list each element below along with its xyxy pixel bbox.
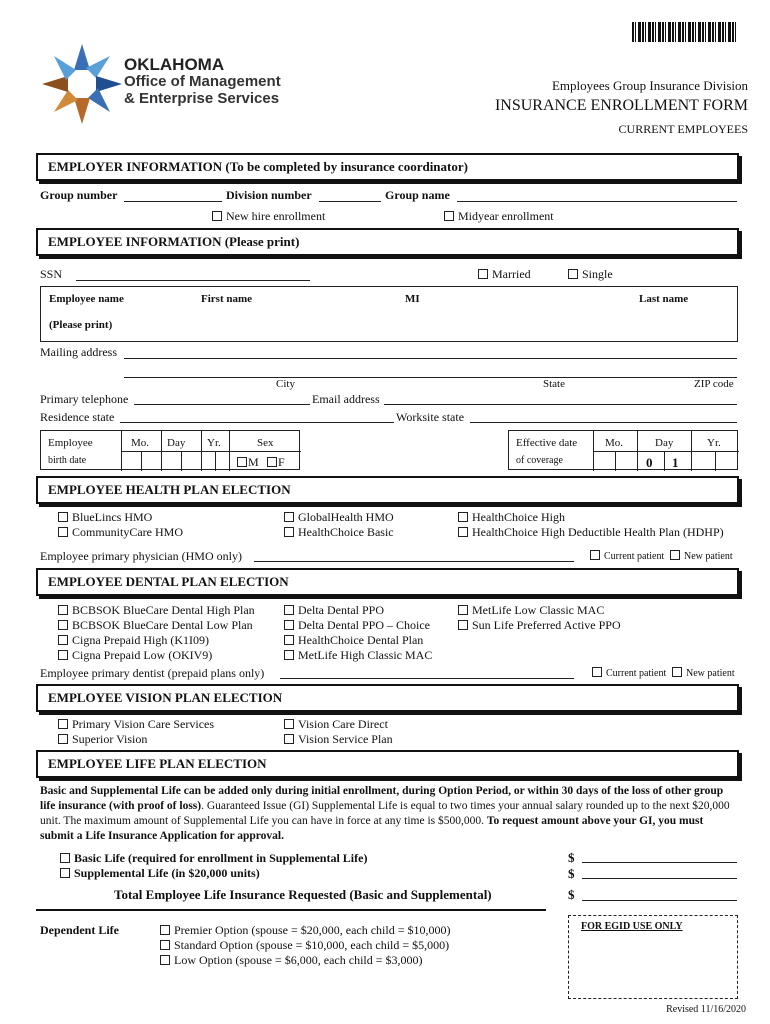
dentist-new-patient[interactable]: New patient: [672, 667, 735, 679]
form-title: INSURANCE ENROLLMENT FORM: [494, 97, 748, 114]
email-label: Email address: [312, 392, 380, 406]
checkbox-icon[interactable]: [284, 620, 294, 630]
life-option-supplemental[interactable]: Supplemental Life (in $20,000 units): [60, 866, 367, 881]
dep-option-standard[interactable]: Standard Option (spouse = $10,000, each child = $5,000): [160, 938, 451, 953]
effective-label-2: of coverage: [516, 455, 563, 466]
primary-telephone-field[interactable]: [134, 404, 310, 405]
vision-option-vsp[interactable]: Vision Service Plan: [284, 732, 393, 747]
last-name-label: Last name: [639, 293, 689, 305]
employee-name-label: Employee name: [49, 293, 124, 305]
division-number-field[interactable]: [319, 201, 381, 202]
checkbox-icon[interactable]: [592, 667, 602, 677]
checkbox-icon[interactable]: [58, 719, 68, 729]
eff-day-label: Day: [655, 437, 674, 449]
birth-mo-label: Mo.: [131, 437, 150, 449]
org-name: [124, 56, 281, 107]
vision-option-vcd[interactable]: Vision Care Direct: [284, 717, 393, 732]
dental-options-col3: [458, 603, 621, 633]
life-options: [60, 851, 367, 881]
ssn-label: SSN: [40, 267, 63, 281]
vision-options-col2: [284, 717, 393, 747]
residence-state-field[interactable]: [120, 422, 394, 423]
physician-current-patient[interactable]: Current patient: [590, 550, 664, 562]
dep-option-low[interactable]: Low Option (spouse = $6,000, each child = $3,000): [160, 953, 451, 968]
eff-day-digit-1: 0: [646, 455, 653, 470]
sex-f-checkbox[interactable]: [267, 457, 277, 467]
sex-f-option[interactable]: F: [267, 455, 285, 470]
vision-option-superior[interactable]: Superior Vision: [58, 732, 214, 747]
employee-name-box[interactable]: [40, 286, 738, 342]
vision-option-primary[interactable]: Primary Vision Care Services: [58, 717, 214, 732]
checkbox-icon[interactable]: [58, 527, 68, 537]
group-number-label: Group number: [40, 188, 118, 202]
health-option-hc-high[interactable]: HealthChoice High: [458, 510, 724, 525]
dependent-life-label: Dependent Life: [40, 923, 119, 937]
egid-use-label: FOR EGID USE ONLY: [581, 921, 683, 932]
eff-day-digit-2: 1: [672, 455, 679, 470]
health-section-header: EMPLOYEE HEALTH PLAN ELECTION: [36, 476, 739, 504]
checkbox-icon[interactable]: [160, 925, 170, 935]
checkbox-icon[interactable]: [458, 512, 468, 522]
checkbox-icon[interactable]: [160, 940, 170, 950]
barcode: [632, 22, 738, 42]
health-options-col1: [58, 510, 183, 540]
total-amount-field[interactable]: [582, 900, 737, 901]
supp-amount-field[interactable]: [582, 878, 737, 879]
dep-option-premier[interactable]: Premier Option (spouse = $20,000, each child = $10,000): [160, 923, 451, 938]
dental-option-metlife-high[interactable]: MetLife High Classic MAC: [284, 648, 432, 663]
eff-mo-label: Mo.: [605, 437, 624, 449]
group-name-field[interactable]: [457, 201, 737, 202]
married-checkbox[interactable]: [478, 269, 488, 279]
checkbox-icon[interactable]: [590, 550, 600, 560]
dental-option-cigna-low[interactable]: Cigna Prepaid Low (OKIV9): [58, 648, 255, 663]
health-options-col3: [458, 510, 724, 540]
mailing-address-label: Mailing address: [40, 345, 117, 359]
checkbox-icon[interactable]: [284, 527, 294, 537]
org-name-line1: OKLAHOMA: [124, 55, 225, 74]
checkbox-icon[interactable]: [670, 550, 680, 560]
egid-use-box: [568, 915, 738, 999]
supp-dollar-sign: $: [568, 866, 575, 881]
new-hire-checkbox[interactable]: [212, 211, 222, 221]
checkbox-icon[interactable]: [58, 605, 68, 615]
sex-m-option[interactable]: M: [237, 455, 259, 470]
checkbox-icon[interactable]: [458, 527, 468, 537]
worksite-state-label: Worksite state: [396, 410, 465, 424]
effective-label-1: Effective date: [516, 437, 578, 449]
dependent-divider: [36, 909, 546, 911]
ssn-field[interactable]: [76, 280, 310, 281]
life-paragraph: Basic and Supplemental Life can be added only during initial enrollment, during Option Period, or within 30 days of the loss of other group life insurance (with proof of loss). Guaranteed Issue (GI) Supplemental Life is equal to two times your annual salary rounded up to the next $20,000 unit. The maximum amount of Supplemental Life you can have in force at any time is $500,000. To request amount above your GI, you must submit a Life Insurance Application for approval.: [40, 785, 730, 842]
checkbox-icon[interactable]: [284, 719, 294, 729]
employee-section-header: EMPLOYEE INFORMATION (Please print): [36, 228, 739, 256]
birth-label-1: Employee: [48, 437, 93, 449]
health-option-communitycare[interactable]: CommunityCare HMO: [58, 525, 183, 540]
life-option-basic[interactable]: Basic Life (required for enrollment in Supplemental Life): [60, 851, 367, 866]
single-checkbox[interactable]: [568, 269, 578, 279]
health-option-globalhealth[interactable]: GlobalHealth HMO: [284, 510, 394, 525]
dental-option-sunlife[interactable]: Sun Life Preferred Active PPO: [458, 618, 621, 633]
group-number-field[interactable]: [124, 201, 222, 202]
physician-new-patient[interactable]: New patient: [670, 550, 733, 562]
eff-yr-label: Yr.: [707, 437, 721, 449]
group-name-label: Group name: [385, 188, 450, 202]
dental-option-cigna-high[interactable]: Cigna Prepaid High (K1I09): [58, 633, 255, 648]
midyear-option[interactable]: Midyear enrollment: [444, 209, 554, 224]
mailing-address-field[interactable]: [124, 358, 737, 359]
checkbox-icon[interactable]: [60, 868, 70, 878]
dental-options-col2: [284, 603, 432, 663]
checkbox-icon[interactable]: [60, 853, 70, 863]
primary-telephone-label: Primary telephone: [40, 392, 129, 406]
first-name-label: First name: [201, 293, 253, 305]
health-options-col2: [284, 510, 394, 540]
checkbox-icon[interactable]: [58, 620, 68, 630]
dental-option-hc-dental[interactable]: HealthChoice Dental Plan: [284, 633, 432, 648]
dependent-options: [160, 923, 451, 968]
midyear-checkbox[interactable]: [444, 211, 454, 221]
new-hire-option[interactable]: New hire enrollment: [212, 209, 325, 224]
checkbox-icon[interactable]: [58, 512, 68, 522]
basic-dollar-sign: $: [568, 850, 575, 865]
health-option-hc-basic[interactable]: HealthChoice Basic: [284, 525, 394, 540]
birth-yr-label: Yr.: [207, 437, 221, 449]
dental-option-bcbs-high[interactable]: BCBSOK BlueCare Dental High Plan: [58, 603, 255, 618]
dental-section-header: EMPLOYEE DENTAL PLAN ELECTION: [36, 568, 739, 596]
basic-amount-field[interactable]: [582, 862, 737, 863]
life-section-header: EMPLOYEE LIFE PLAN ELECTION: [36, 750, 739, 778]
zip-label: ZIP code: [694, 378, 734, 390]
dental-options-col1: [58, 603, 255, 663]
please-print-note: (Please print): [49, 319, 113, 331]
checkbox-icon[interactable]: [284, 512, 294, 522]
checkbox-icon[interactable]: [284, 650, 294, 660]
org-name-line3: & Enterprise Services: [124, 90, 280, 107]
dentist-current-patient[interactable]: Current patient: [592, 667, 666, 679]
health-option-bluelincs[interactable]: BlueLincs HMO: [58, 510, 183, 525]
dentist-label: Employee primary dentist (prepaid plans only): [40, 666, 265, 680]
checkbox-icon[interactable]: [284, 605, 294, 615]
dental-option-metlife-low[interactable]: MetLife Low Classic MAC: [458, 603, 621, 618]
revised-date: Revised 11/16/2020: [666, 1004, 746, 1015]
checkbox-icon[interactable]: [58, 650, 68, 660]
division-name: Employees Group Insurance Division: [551, 78, 748, 93]
employer-section-header: EMPLOYER INFORMATION (To be completed by insurance coordinator): [36, 153, 739, 181]
checkbox-icon[interactable]: [284, 635, 294, 645]
vision-options-col1: [58, 717, 214, 747]
health-option-hdhp[interactable]: HealthChoice High Deductible Health Plan (HDHP): [458, 525, 724, 540]
mi-label: MI: [405, 293, 420, 305]
org-name-line2: Office of Management: [124, 73, 281, 90]
checkbox-icon[interactable]: [160, 955, 170, 965]
physician-field[interactable]: [254, 561, 574, 562]
form-subtitle: CURRENT EMPLOYEES: [618, 122, 748, 136]
married-option[interactable]: Married: [478, 267, 531, 282]
city-label: City: [276, 378, 295, 390]
city-state-zip-field[interactable]: [124, 377, 737, 378]
vision-section-header: EMPLOYEE VISION PLAN ELECTION: [36, 684, 739, 712]
sex-m-checkbox[interactable]: [237, 457, 247, 467]
residence-state-label: Residence state: [40, 410, 115, 424]
dental-option-bcbs-low[interactable]: BCBSOK BlueCare Dental Low Plan: [58, 618, 255, 633]
division-number-label: Division number: [226, 188, 312, 202]
dental-option-delta-ppo[interactable]: Delta Dental PPO: [284, 603, 432, 618]
checkbox-icon[interactable]: [458, 620, 468, 630]
birth-date-grid[interactable]: [40, 430, 300, 470]
checkbox-icon[interactable]: [672, 667, 682, 677]
total-life-label: Total Employee Life Insurance Requested (Basic and Supplemental): [114, 887, 492, 902]
state-label: State: [543, 378, 565, 390]
checkbox-icon[interactable]: [458, 605, 468, 615]
effective-date-grid[interactable]: [508, 430, 738, 470]
single-option[interactable]: Single: [568, 267, 613, 282]
worksite-state-field[interactable]: [470, 422, 737, 423]
total-dollar-sign: $: [568, 887, 575, 902]
dental-option-delta-choice[interactable]: Delta Dental PPO – Choice: [284, 618, 432, 633]
dentist-field[interactable]: [280, 678, 574, 679]
physician-label: Employee primary physician (HMO only): [40, 549, 242, 563]
birth-label-2: birth date: [48, 455, 87, 466]
email-field[interactable]: [384, 404, 737, 405]
sex-label: Sex: [257, 437, 274, 449]
birth-day-label: Day: [167, 437, 186, 449]
checkbox-icon[interactable]: [58, 734, 68, 744]
oklahoma-star-logo: [40, 42, 124, 126]
checkbox-icon[interactable]: [58, 635, 68, 645]
checkbox-icon[interactable]: [284, 734, 294, 744]
